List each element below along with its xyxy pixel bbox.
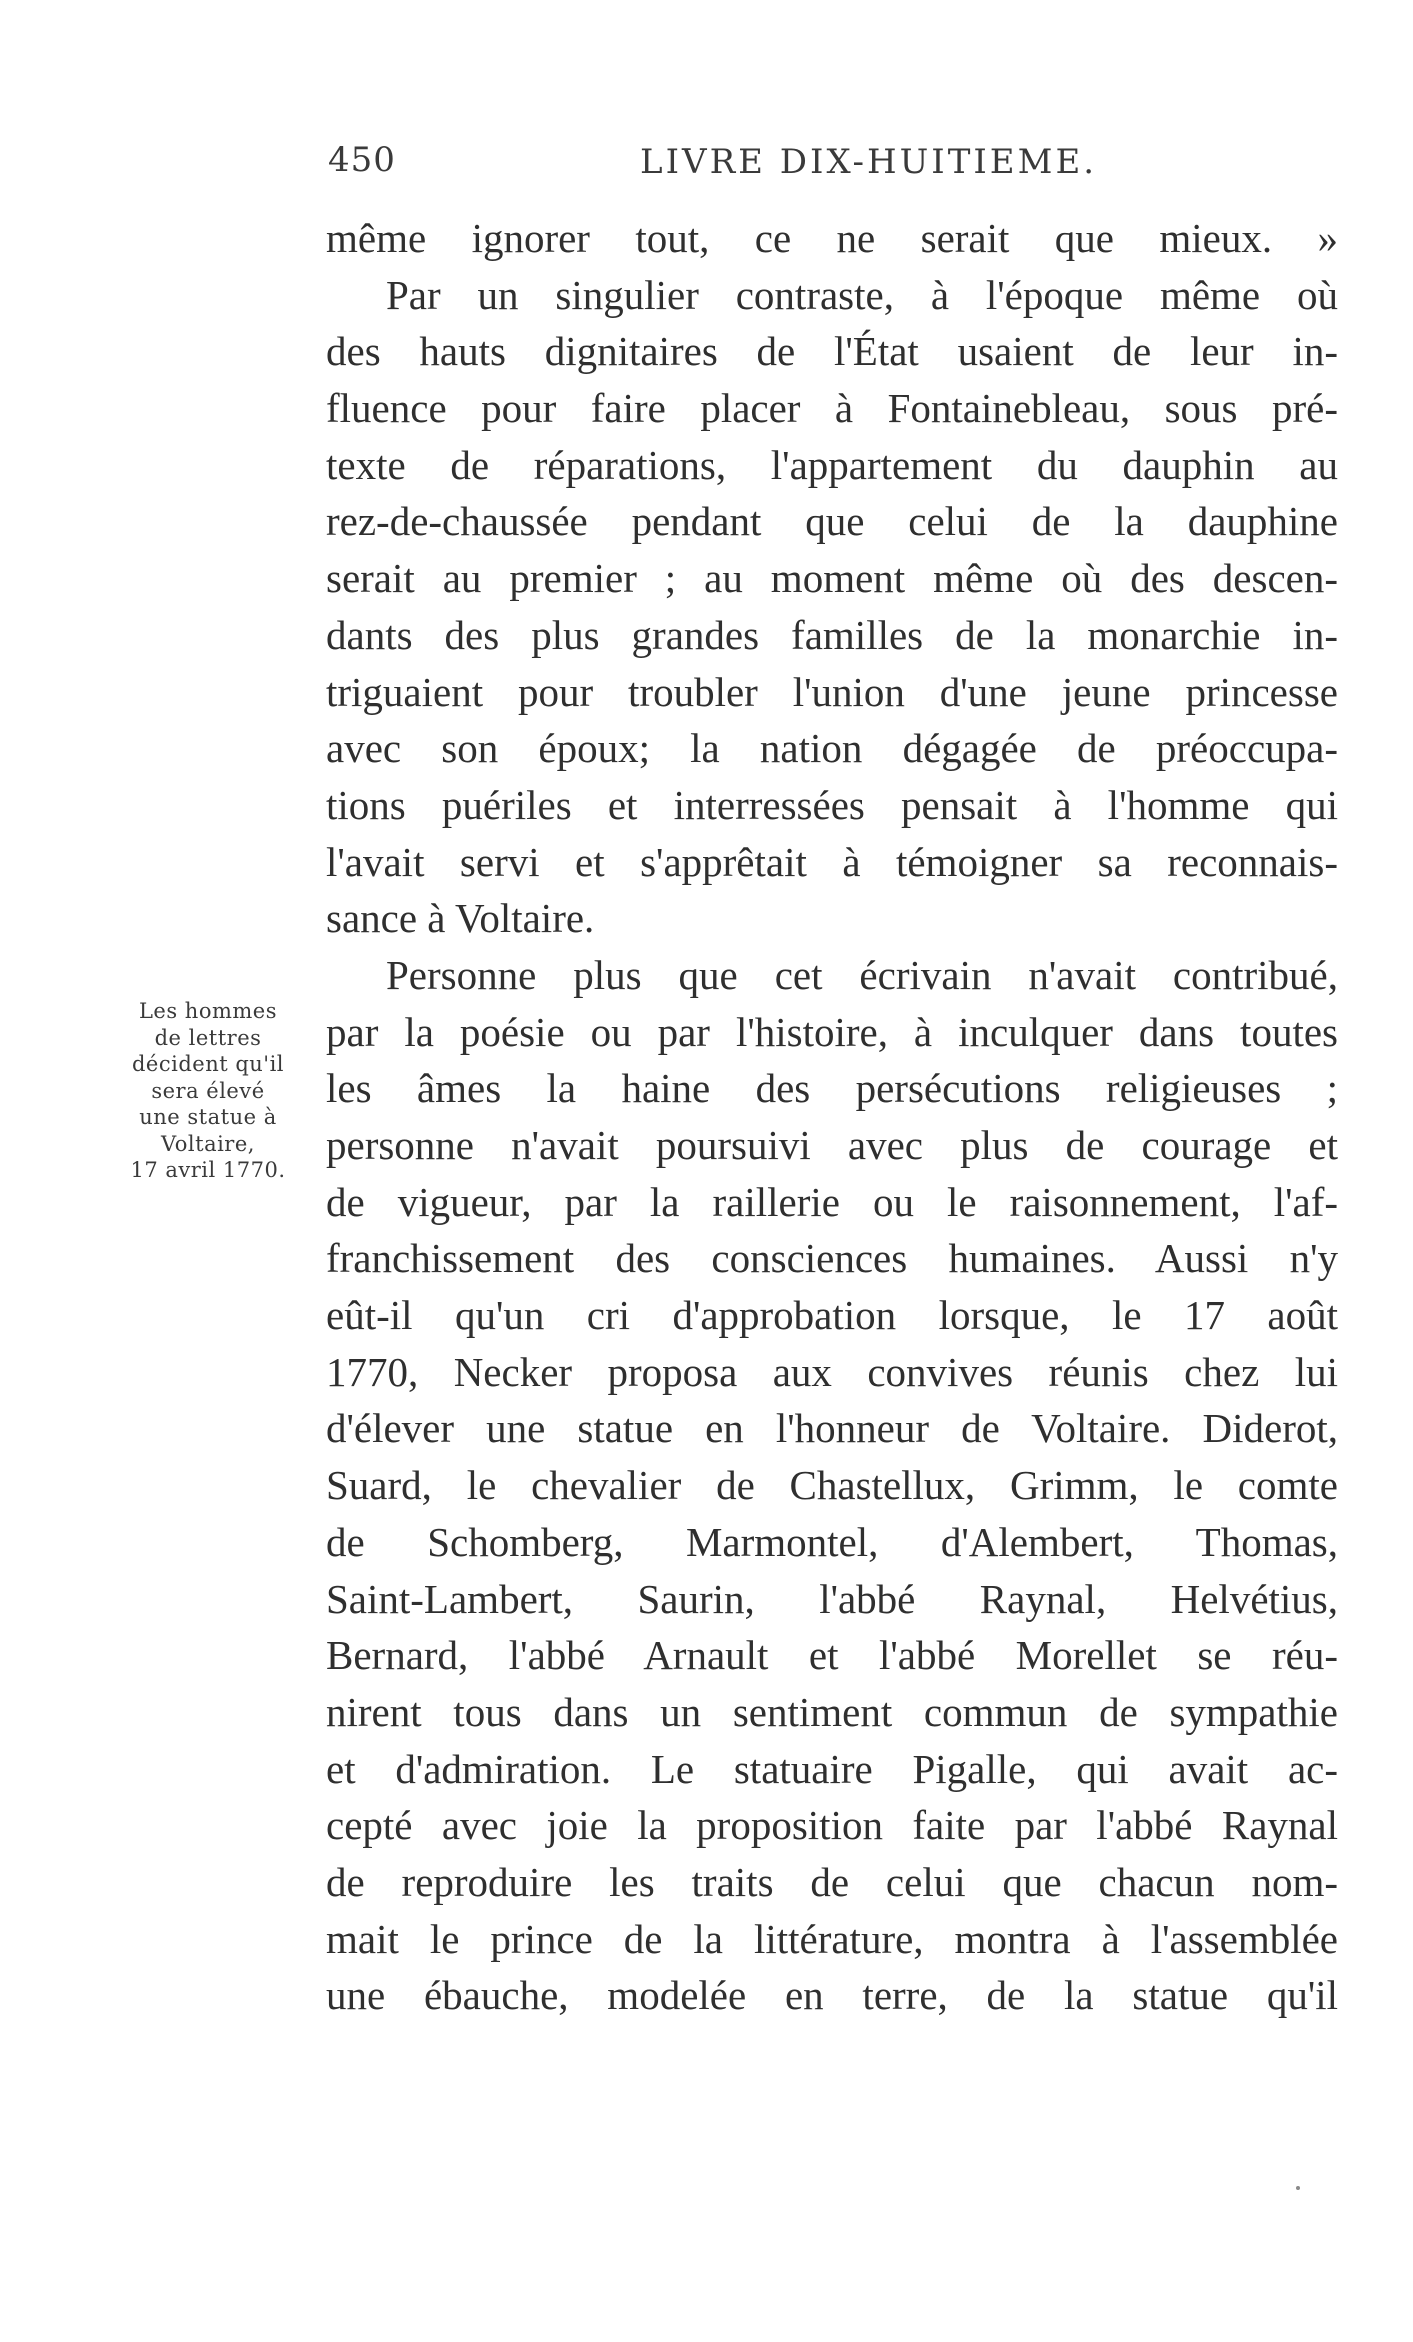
text-line: dants des plus grandes familles de la monarchie in- xyxy=(326,611,1338,658)
margin-note xyxy=(108,998,308,1184)
text-line: Bernard, l'abbé Arnault et l'abbé Morellet se réu- xyxy=(326,1632,1338,1679)
text-line: eût-il qu'un cri d'approbation lorsque, le 17 août xyxy=(326,1292,1338,1339)
text-line: par la poésie ou par l'histoire, à inculquer dans toutes xyxy=(326,1008,1338,1055)
text-line: avec son époux; la nation dégagée de préoccupa- xyxy=(326,725,1338,772)
margin-note-line: décident qu'il xyxy=(131,1052,285,1076)
page-number: 450 xyxy=(328,140,396,180)
text-line: de Schomberg, Marmontel, d'Alembert, Thomas, xyxy=(326,1518,1338,1565)
text-line: de reproduire les traits de celui que chacun nom- xyxy=(326,1858,1338,1905)
text-line: même ignorer tout, ce ne serait que mieux. » xyxy=(326,215,1338,261)
text-line: et d'admiration. Le statuaire Pigalle, qui avait ac- xyxy=(326,1745,1338,1792)
text-line: 1770, Necker proposa aux convives réunis chez lui xyxy=(326,1348,1338,1395)
margin-note-line: une statue à xyxy=(139,1105,277,1129)
text-line: Saint-Lambert, Saurin, l'abbé Raynal, Helvétius, xyxy=(326,1575,1338,1622)
text-line: franchissement des consciences humaines. Aussi n'y xyxy=(326,1235,1338,1282)
body-text xyxy=(326,210,1338,2024)
text-line: tions puériles et interressées pensait à l'homme qui xyxy=(326,781,1338,828)
text-line: une ébauche, modelée en terre, de la statue qu'il xyxy=(326,1972,1338,2019)
text-line: Par un singulier contraste, à l'époque même où xyxy=(386,271,1338,318)
margin-note-line: 17 avril 1770. xyxy=(130,1158,286,1182)
text-line: sance à Voltaire. xyxy=(326,895,595,942)
text-line: rez-de-chaussée pendant que celui de la dauphine xyxy=(326,498,1338,545)
text-line: Personne plus que cet écrivain n'avait contribué, xyxy=(386,951,1338,998)
text-line: nirent tous dans un sentiment commun de sympathie xyxy=(326,1688,1338,1735)
text-line: fluence pour faire placer à Fontainebleau, sous pré- xyxy=(326,385,1338,432)
margin-note-line: Voltaire, xyxy=(161,1131,255,1156)
text-line: mait le prince de la littérature, montra à l'assemblée xyxy=(326,1915,1338,1962)
text-line: d'élever une statue en l'honneur de Voltaire. Diderot, xyxy=(326,1405,1338,1452)
margin-note-line: de lettres xyxy=(154,1025,262,1050)
text-line: Suard, le chevalier de Chastellux, Grimm, le comte xyxy=(326,1462,1338,1509)
ink-speck xyxy=(1296,2186,1300,2190)
text-line: texte de réparations, l'appartement du dauphin au xyxy=(326,441,1338,488)
text-line: triguaient pour troubler l'union d'une jeune princesse xyxy=(326,668,1338,715)
text-line: l'avait servi et s'apprêtait à témoigner sa reconnais- xyxy=(326,838,1338,885)
margin-note-line: Les hommes xyxy=(138,999,278,1023)
text-line: cepté avec joie la proposition faite par l'abbé Raynal xyxy=(326,1802,1338,1849)
text-line: des hauts dignitaires de l'État usaient de leur in- xyxy=(326,328,1338,375)
running-head: LIVRE DIX-HUITIEME. xyxy=(640,142,1098,182)
margin-note-line: sera élevé xyxy=(151,1078,265,1103)
text-line: les âmes la haine des persécutions religieuses ; xyxy=(326,1065,1338,1112)
text-line: de vigueur, par la raillerie ou le raisonnement, l'af- xyxy=(326,1178,1338,1225)
text-line: personne n'avait poursuivi avec plus de courage et xyxy=(326,1122,1338,1168)
text-line: serait au premier ; au moment même où des descen- xyxy=(326,555,1338,602)
